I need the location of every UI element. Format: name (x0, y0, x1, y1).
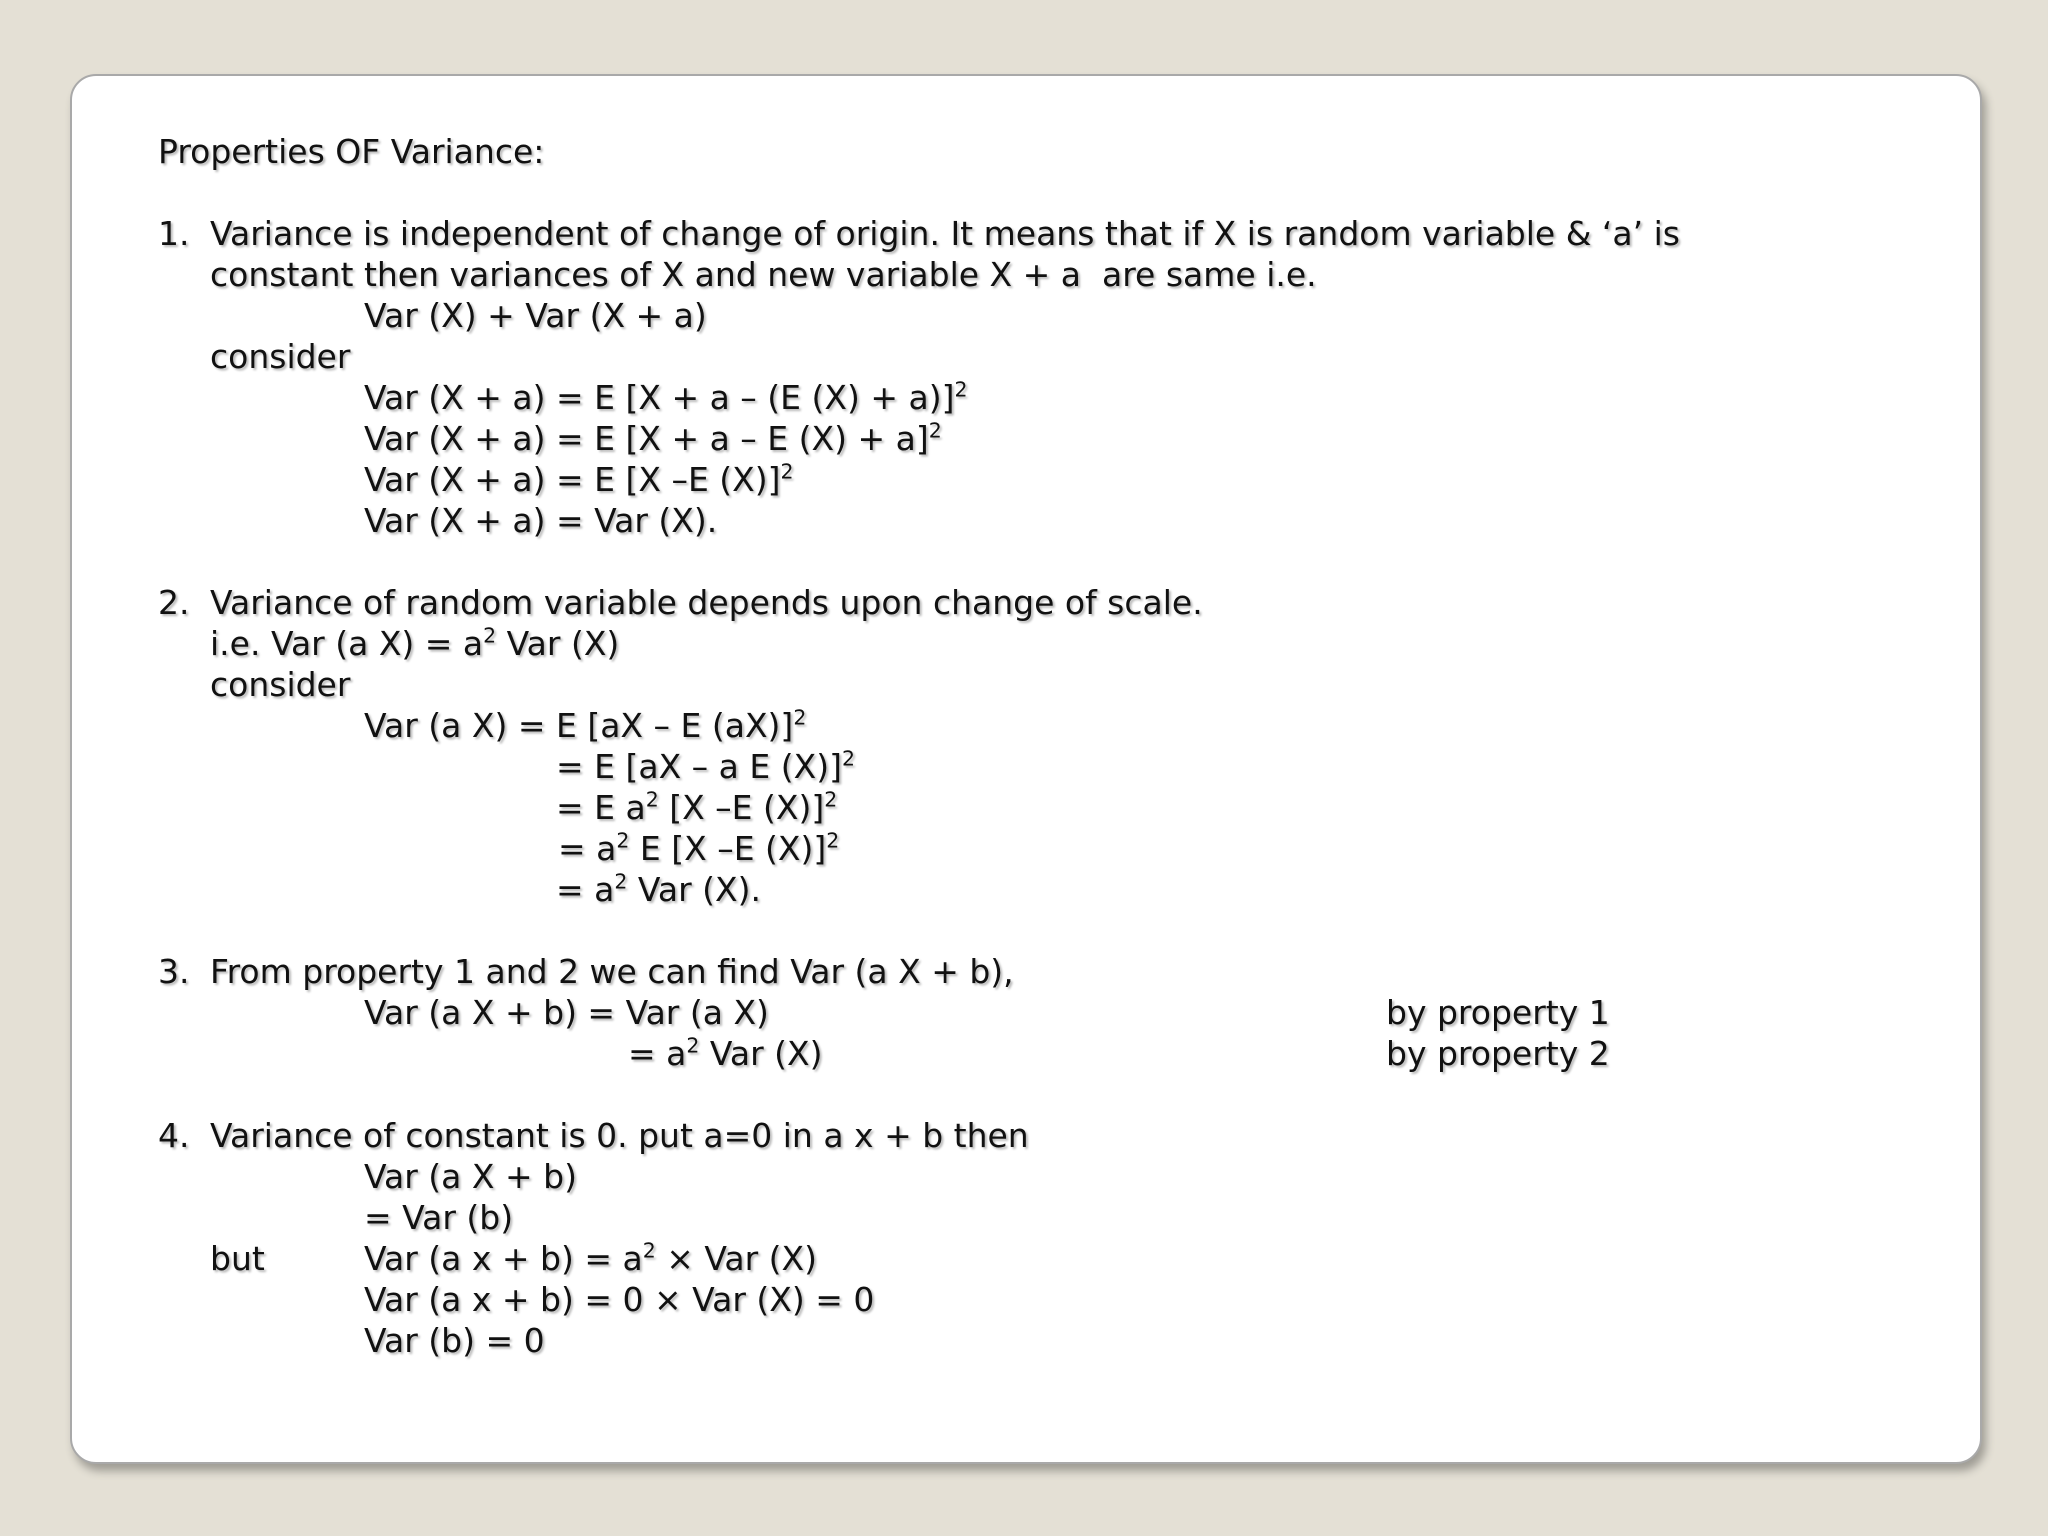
superscript-2: 2 (616, 828, 630, 853)
superscript-2: 2 (645, 787, 659, 812)
property-2-step-2 (556, 747, 855, 787)
property-3-step-1: Var (a X + b) = Var (a X) (364, 993, 769, 1032)
item-number-2: 2. (158, 583, 190, 622)
superscript-2: 2 (824, 787, 838, 812)
property-1-step-4: Var (X + a) = Var (X). (364, 501, 718, 540)
equation-text: = E a (556, 788, 646, 827)
equation-text: Var (a x + b) = a (364, 1239, 643, 1278)
equation-text: = a (558, 829, 617, 868)
equation-text: Var (X + a) = E [X –E (X)] (364, 460, 781, 499)
property-1-step-1 (364, 378, 967, 418)
superscript-2: 2 (928, 418, 942, 443)
equation-text: Var (X + a) = E [X + a – (E (X) + a)] (364, 378, 955, 417)
superscript-2: 2 (826, 828, 840, 853)
superscript-2: 2 (954, 377, 968, 402)
superscript-2: 2 (841, 746, 855, 771)
equation-text: Var (X) (496, 624, 620, 663)
property-3-step-2 (628, 1034, 823, 1074)
equation-text: = E [aX – a E (X)] (556, 747, 842, 786)
property-2-claim (210, 624, 619, 664)
slide-card (70, 74, 1982, 1464)
equation-text: = a (628, 1034, 687, 1073)
equation-text: = a (556, 870, 615, 909)
property-1-step-2 (364, 419, 942, 459)
property-4-step-3 (364, 1239, 817, 1279)
equation-text: E [X –E (X)] (629, 829, 827, 868)
property-1-consider: consider (210, 337, 351, 376)
property-2-step-1 (364, 706, 806, 746)
property-2-intro: Variance of random variable depends upon change of scale. (210, 583, 1203, 622)
item-number-4: 4. (158, 1116, 190, 1155)
equation-text: Var (a X) = E [aX – E (aX)] (364, 706, 794, 745)
property-2-consider: consider (210, 665, 351, 704)
equation-text: Var (X + a) = E [X + a – E (X) + a] (364, 419, 929, 458)
equation-text: i.e. Var (a X) = a (210, 624, 484, 663)
property-3-note-2: by property 2 (1386, 1034, 1610, 1073)
property-3-intro: From property 1 and 2 we can find Var (a X + b), (210, 952, 1014, 991)
superscript-2: 2 (686, 1033, 700, 1058)
slide-heading: Properties OF Variance: (158, 132, 545, 171)
property-4-but: but (210, 1239, 265, 1278)
property-3-note-1: by property 1 (1386, 993, 1610, 1032)
property-1-intro-line1: Variance is independent of change of origin. It means that if X is random variable & ‘a’ is (210, 214, 1680, 253)
superscript-2: 2 (614, 869, 628, 894)
property-1-step-3 (364, 460, 794, 500)
property-1-claim: Var (X) + Var (X + a) (364, 296, 707, 335)
superscript-2: 2 (793, 705, 807, 730)
equation-text: × Var (X) (655, 1239, 818, 1278)
property-2-step-3 (556, 788, 837, 828)
property-4-step-5: Var (b) = 0 (364, 1321, 545, 1360)
property-4-step-4: Var (a x + b) = 0 × Var (X) = 0 (364, 1280, 875, 1319)
property-1-intro-line2: constant then variances of X and new variable X + a are same i.e. (210, 255, 1317, 294)
property-2-step-5 (556, 870, 761, 910)
superscript-2: 2 (780, 459, 794, 484)
item-number-1: 1. (158, 214, 190, 253)
superscript-2: 2 (642, 1238, 656, 1263)
property-4-step-1: Var (a X + b) (364, 1157, 577, 1196)
property-4-intro: Variance of constant is 0. put a=0 in a x + b then (210, 1116, 1029, 1155)
equation-text: [X –E (X)] (658, 788, 825, 827)
superscript-2: 2 (483, 623, 497, 648)
property-2-step-4 (558, 829, 839, 869)
property-4-step-2: = Var (b) (364, 1198, 514, 1237)
item-number-3: 3. (158, 952, 190, 991)
equation-text: Var (X) (699, 1034, 823, 1073)
equation-text: Var (X). (627, 870, 762, 909)
